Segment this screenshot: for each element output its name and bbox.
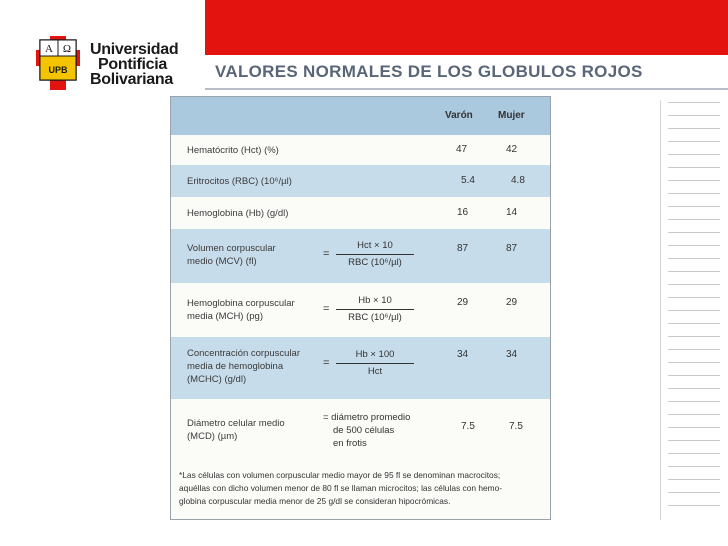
header-red-bar: [205, 0, 728, 55]
table-row: Concentración corpuscular media de hemoglobina (MCHC) (g/dl) = Hb × 100 Hct 34 34: [171, 337, 550, 399]
svg-text:UPB: UPB: [48, 65, 68, 75]
logo-line-2: Pontificia: [98, 56, 168, 73]
decorative-lines: [668, 100, 720, 520]
mchc-formula: Hb × 100 Hct: [336, 349, 414, 378]
table-row: Hemoglobina corpuscular media (MCH) (pg) = Hb × 10 RBC (10⁶/µl) 29 29: [171, 283, 550, 337]
svg-text:A: A: [45, 43, 53, 55]
slide-title: VALORES NORMALES DE LOS GLOBULOS ROJOS: [215, 62, 643, 81]
university-crest-icon: [36, 36, 80, 90]
table-row: Eritrocitos (RBC) (10⁶/µl) 5.4 4.8: [171, 165, 550, 197]
logo-line-3: Bolivariana: [90, 71, 173, 88]
title-divider: [205, 88, 728, 90]
decorative-vertical-rule: [660, 100, 661, 520]
table-row: Hemoglobina (Hb) (g/dl) 16 14: [171, 197, 550, 229]
university-logo: [30, 30, 190, 96]
mch-formula: Hb × 10 RBC (10⁶/µl): [336, 295, 414, 324]
table-row: Diámetro celular medio (MCD) (µm) = diámetro promedio de 500 células en frotis 7.5 7.5: [171, 399, 550, 465]
logo-line-1: Universidad: [90, 41, 179, 58]
mcd-formula: = diámetro promedio de 500 células en frotis: [323, 412, 411, 449]
header-female: Mujer: [498, 110, 525, 121]
rbc-values-table: [170, 96, 551, 520]
svg-text:Ω: Ω: [62, 43, 72, 55]
table-row: Hematócrito (Hct) (%) 47 42: [171, 135, 550, 165]
table-footnote: *Las células con volumen corpuscular medio mayor de 95 fl se denominan macrocitos; aquéllas con dicho volumen menor de 80 fl se llaman microcitos; las células con hemo- globina corpuscular media menor de 25 g/dl se consideran hipocrómicas.: [179, 470, 503, 506]
header-male: Varón: [445, 110, 473, 121]
mcv-formula: Hct × 10 RBC (10⁶/µl): [336, 240, 414, 269]
table-row: Volumen corpuscular medio (MCV) (fl) = Hct × 10 RBC (10⁶/µl) 87 87: [171, 229, 550, 283]
table-header: [171, 97, 550, 135]
logo-wordmark: [90, 42, 178, 87]
